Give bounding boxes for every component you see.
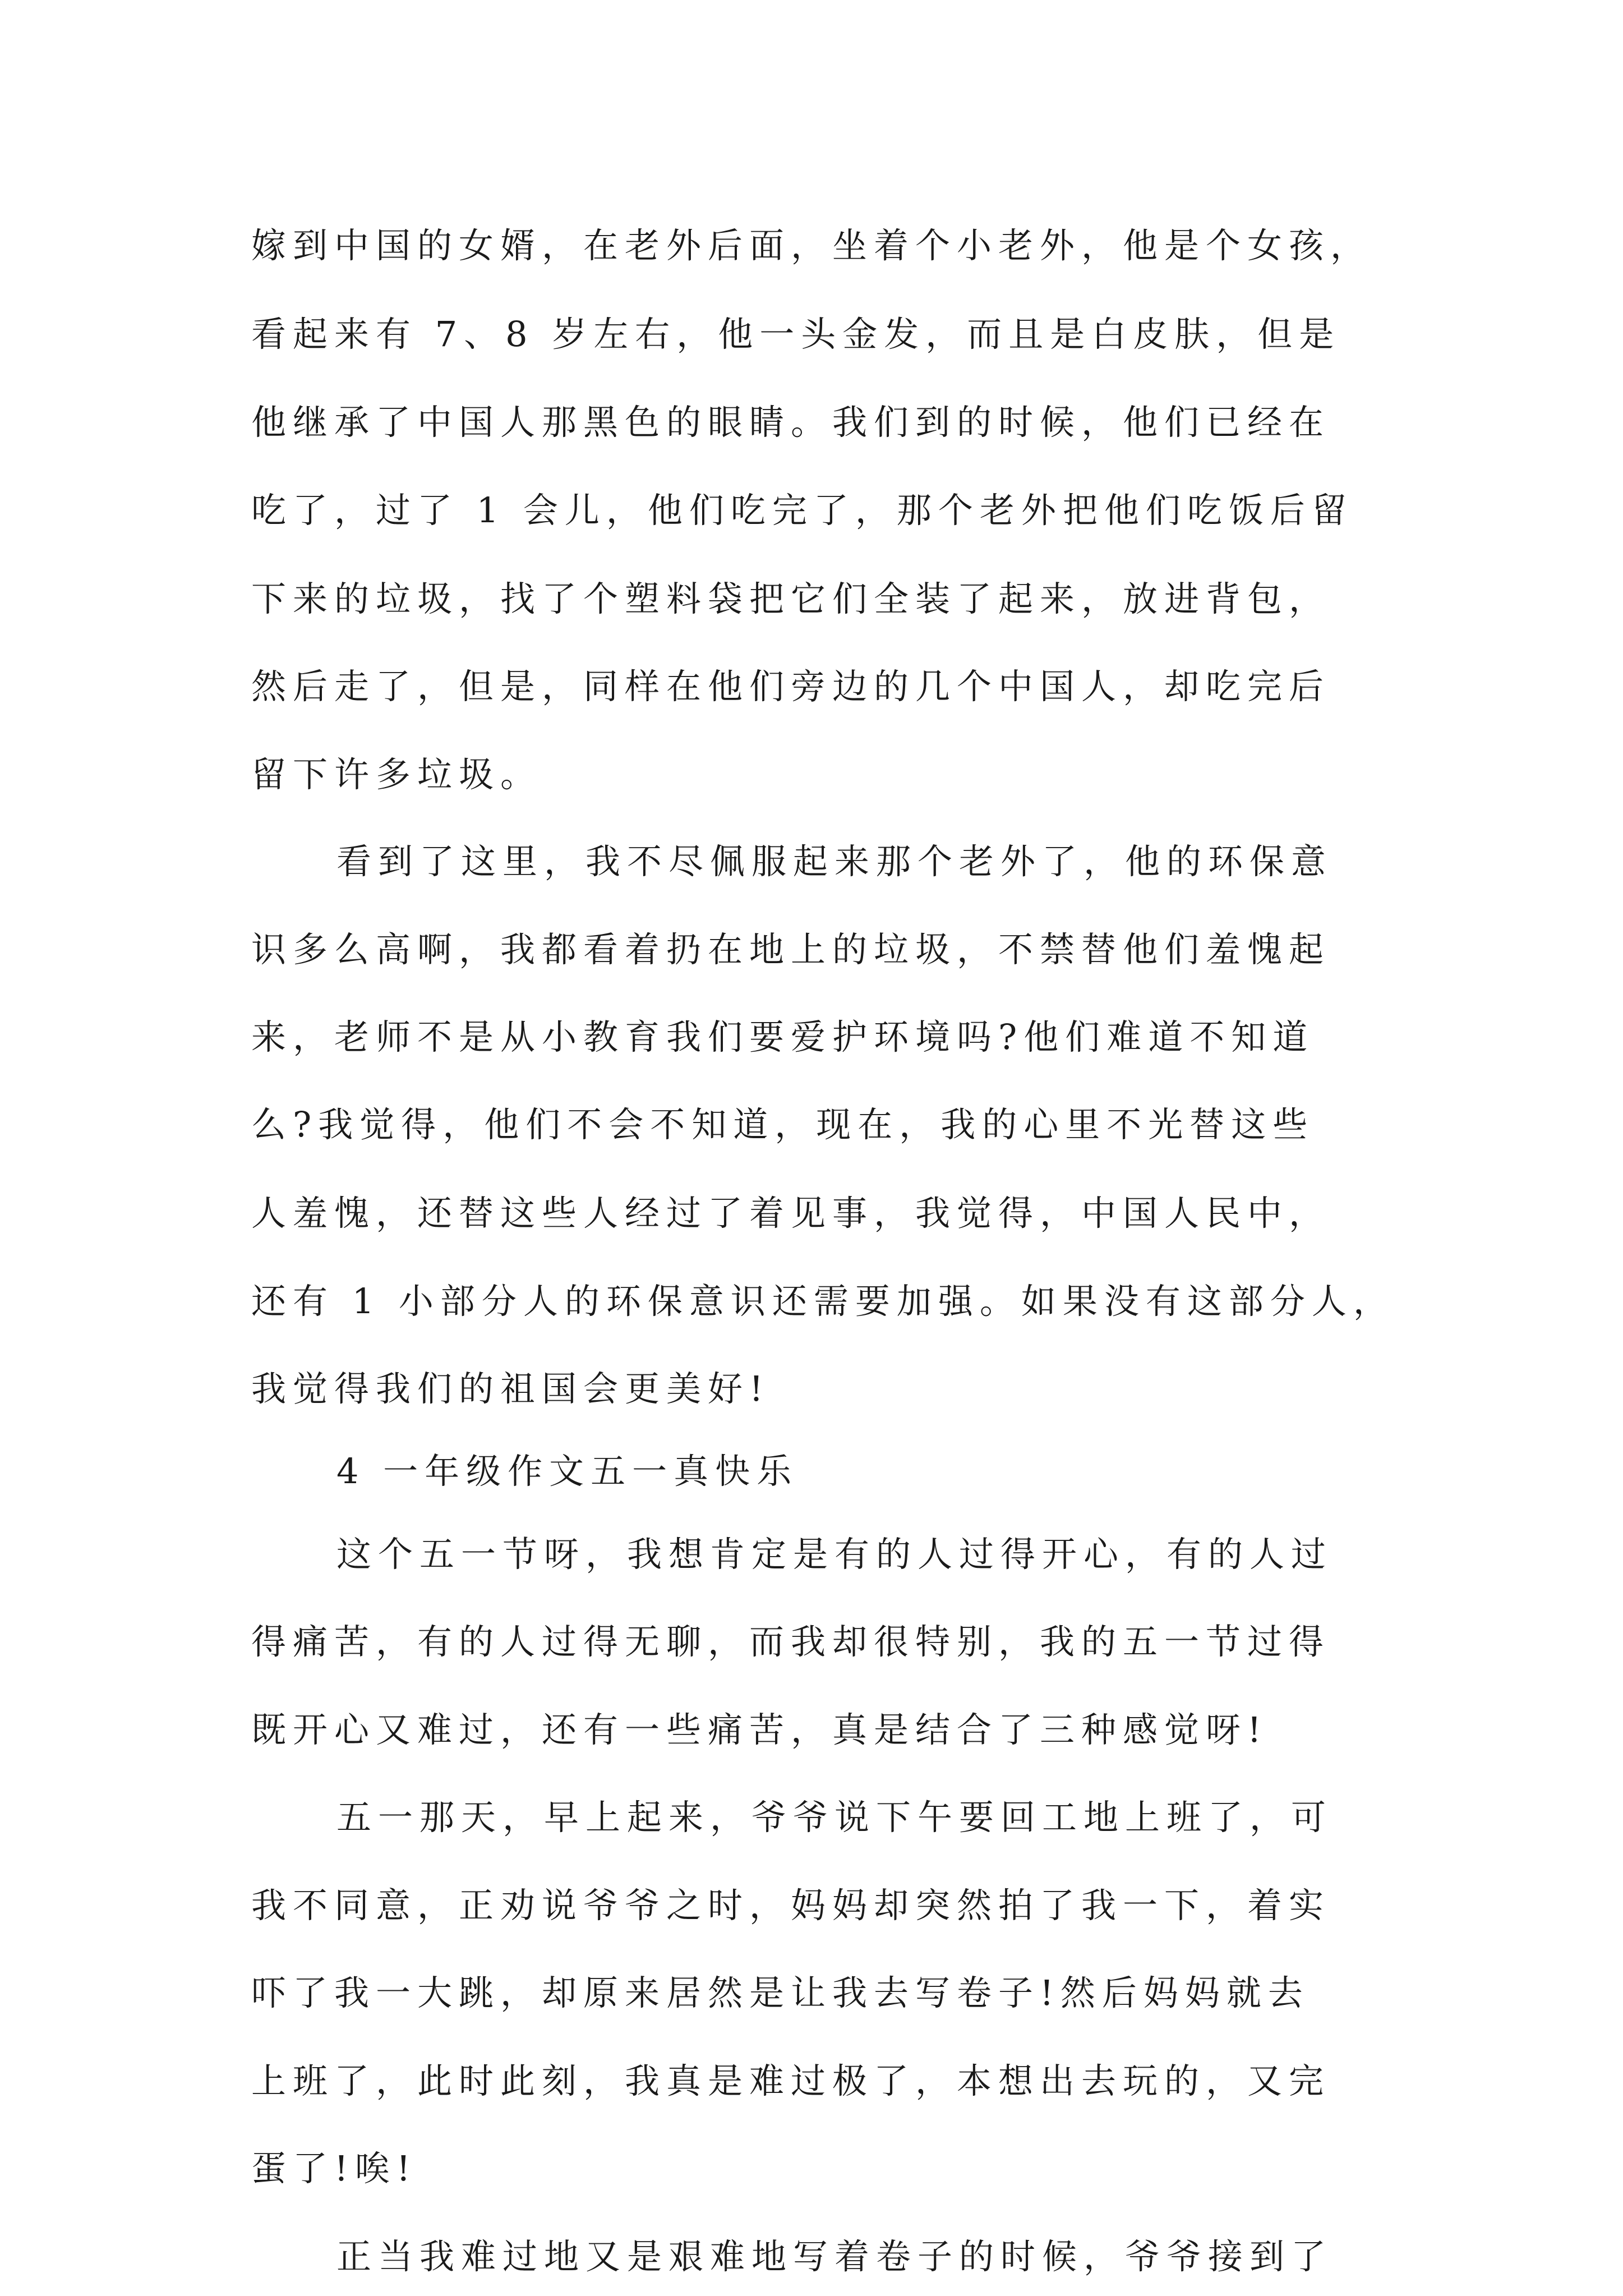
paragraph-first-line: 正当我难过地又是艰难地写着卷子的时候，爷爷接到了 bbox=[336, 2236, 1333, 2277]
text-line: 来，老师不是从小教育我们要爱护环境吗?他们难道不知道 bbox=[251, 1016, 1315, 1057]
text-line: 吃了，过了 1 会儿，他们吃完了，那个老外把他们吃饭后留 bbox=[251, 490, 1353, 531]
text-line: 还有 1 小部分人的环保意识还需要加强。如果没有这部分人， bbox=[251, 1281, 1395, 1322]
section-heading: 4 一年级作文五一真快乐 bbox=[336, 1451, 799, 1492]
text-line: 识多么高啊，我都看着扔在地上的垃圾，不禁替他们羞愧起 bbox=[251, 929, 1331, 970]
paragraph-first-line: 五一那天，早上起来，爷爷说下午要回工地上班了，可 bbox=[336, 1797, 1333, 1838]
text-line: 既开心又难过，还有一些痛苦，真是结合了三种感觉呀! bbox=[251, 1709, 1268, 1750]
text-line: 看起来有 7、8 岁左右，他一头金发，而且是白皮肤，但是 bbox=[251, 314, 1341, 355]
text-line: 留下许多垃圾。 bbox=[251, 754, 542, 795]
paragraph-first-line: 这个五一节呀，我想肯定是有的人过得开心，有的人过 bbox=[336, 1534, 1333, 1575]
text-line: 么?我觉得，他们不会不知道，现在，我的心里不光替这些 bbox=[251, 1104, 1315, 1145]
text-line: 人羞愧，还替这些人经过了着见事，我觉得，中国人民中， bbox=[251, 1193, 1331, 1234]
paragraph-first-line: 看到了这里，我不尽佩服起来那个老外了，他的环保意 bbox=[336, 841, 1333, 882]
text-line: 他继承了中国人那黑色的眼睛。我们到的时候，他们已经在 bbox=[251, 402, 1331, 443]
text-line: 上班了，此时此刻，我真是难过极了，本想出去玩的，又完 bbox=[251, 2060, 1331, 2101]
text-line: 得痛苦，有的人过得无聊，而我却很特别，我的五一节过得 bbox=[251, 1621, 1331, 1662]
text-line: 蛋了!唉! bbox=[251, 2148, 417, 2189]
text-line: 吓了我一大跳，却原来居然是让我去写卷子!然后妈妈就去 bbox=[251, 1972, 1310, 2013]
text-line: 然后走了，但是，同样在他们旁边的几个中国人，却吃完后 bbox=[251, 666, 1331, 707]
text-line: 我觉得我们的祖国会更美好! bbox=[251, 1368, 770, 1409]
text-line: 嫁到中国的女婿，在老外后面，坐着个小老外，他是个女孩， bbox=[251, 225, 1372, 266]
text-line: 我不同意，正劝说爷爷之时，妈妈却突然拍了我一下，着实 bbox=[251, 1885, 1331, 1926]
text-line: 下来的垃圾，找了个塑料袋把它们全装了起来，放进背包， bbox=[251, 578, 1331, 619]
